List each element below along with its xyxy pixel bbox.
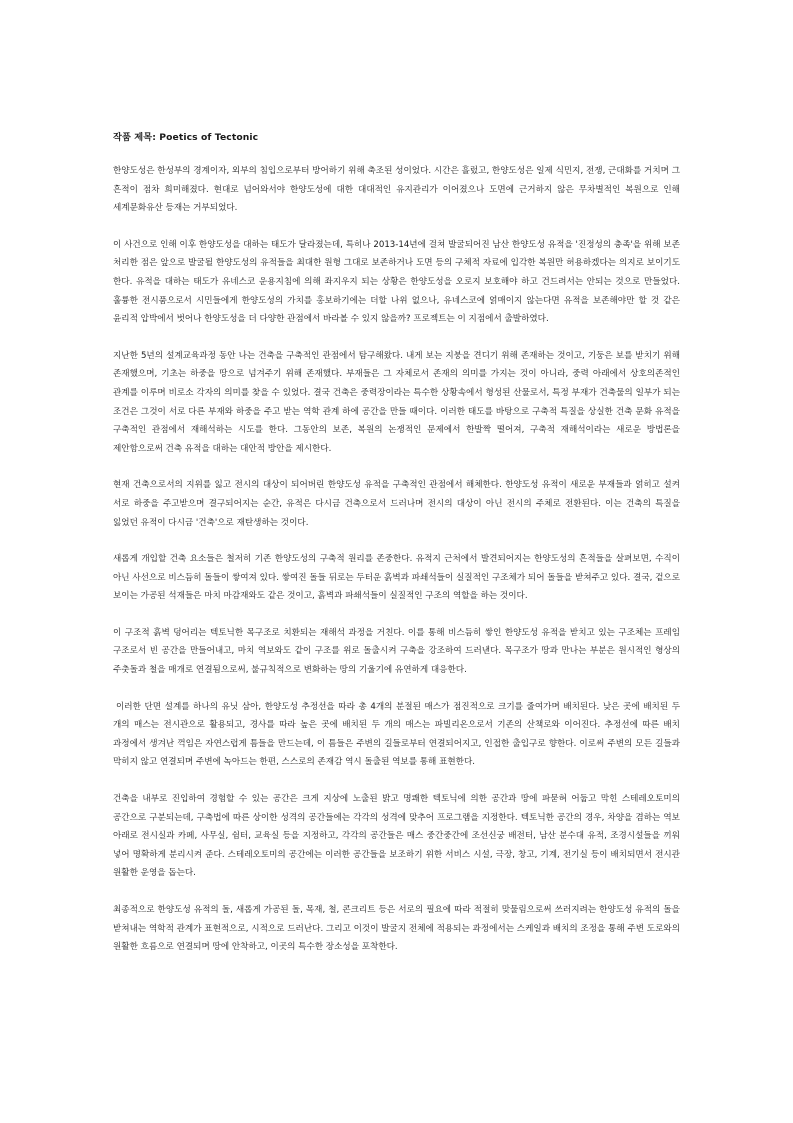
paragraph-6: 이 구조적 흙벽 덩어리는 텍토닉한 목구조로 치환되는 재해석 과정을 거친다. 이를 통해 비스듬히 쌓인 한양도성 유적을 받치고 있는 구조체는 프레임 구조로서 빈 공간을 만들어내고, 마치 역보와도 같이 구조를 위로 돌출시켜 구축을 강조하여 드러낸다. 목구조가 땅과 만나는 부분은 원시적인 형상의 주춧돌과 철을 매개로 연결됨으로써, 불규칙적으로 변화하는 땅의 기울기에 유연하게 대응한다. <box>113 627 680 676</box>
paragraph-7: 이러한 단면 설계를 하나의 유닛 삼아, 한양도성 추정선을 따라 총 4개의 분절된 매스가 점진적으로 크기를 줄여가며 배치된다. 낮은 곳에 배치된 두 개의 매스는 전시관으로 활용되고, 경사를 따라 높은 곳에 배치된 두 개의 매스는 파빌리온으로서 기존의 산책로와 이어진다. 추정선에 따른 배치 과정에서 생겨난 꺽임은 자연스럽게 틈들을 만드는데, 이 틈들은 주변의 길들로부터 연결되어지고, 인접한 출입구로 향한다. 이로써 주변의 모든 길들과 막히지 않고 연결되며 주변에 녹아드는 한편, 스스로의 존재감 역시 돌출된 역보를 통해 표현한다. <box>113 701 680 768</box>
paragraph-2: 이 사건으로 인해 이후 한양도성을 대하는 태도가 달라졌는데, 특히나 2013-14년에 걸쳐 발굴되어진 남산 한양도성 유적을 '진정성의 충족'을 위해 보존 처리한 점은 앞으로 발굴될 한양도성의 유적들을 최대한 원형 그대로 보존하거나 도면 등의 구체적 자료에 입각한 복원만 허용하겠다는 의지로 보이기도 한다. 유적을 대하는 태도가 유네스코 운용지침에 의해 좌지우지 되는 상황은 한양도성을 오로지 보호해야 하고 건드려서는 안되는 것으로 만들었다. 훌륭한 전시품으로서 시민들에게 한양도성의 가치를 홍보하기에는 더할 나위 없으나, 유네스코에 얽매이지 않는다면 유적을 보존해야만 할 것 같은 윤리적 압박에서 벗어나 한양도성을 더 다양한 관점에서 바라볼 수 있지 않을까? 프로젝트는 이 지점에서 출발하였다. <box>113 239 680 325</box>
paragraph-4: 현재 건축으로서의 지위를 잃고 전시의 대상이 되어버린 한양도성 유적을 구축적인 관점에서 해체한다. 한양도성 유적이 새로운 부재들과 얽히고 설켜 서로 하중을 주고받으며 결구되어지는 순간, 유적은 다시금 건축으로서 드러나며 전시의 대상이 아닌 전시의 주체로 전환된다. 이는 건축의 특질을 잃었던 유적이 다시금 '건축'으로 재탄생하는 것이다. <box>113 480 680 528</box>
document-page <box>113 131 680 975</box>
paragraph-8: 건축을 내부로 진입하여 경험할 수 있는 공간은 크게 지상에 노출된 밝고 명쾌한 텍토닉에 의한 공간과 땅에 파묻혀 어둡고 막힌 스테레오토미의 공간으로 구분되는데, 구축법에 따른 상이한 성격의 공간들에는 각각의 성격에 맞추어 프로그램을 지정한다. 텍토닉한 공간의 경우, 차양을 겸하는 역보 아래로 전시실과 카페, 사무실, 쉼터, 교육실 등을 지정하고, 각각의 공간들은 매스 중간중간에 조선신궁 배전터, 남산 분수대 유적, 조경시설들을 끼워 넣어 명확하게 분리시켜 준다. 스테레오토미의 공간에는 이러한 공간들을 보조하기 위한 서비스 시설, 극장, 창고, 기계, 전기실 등이 배치되면서 전시관 원활한 운영을 돕는다. <box>113 794 680 879</box>
document-title: 작품 제목: Poetics of Tectonic <box>113 132 259 143</box>
paragraph-3: 지난한 5년의 설계교육과정 동안 나는 건축을 구축적인 관점에서 탐구해왔다. 내게 보는 지붕을 견디기 위해 존재하는 것이고, 기둥은 보를 받치기 위해 존재했으며, 기초는 하중을 땅으로 넘겨주기 위해 존재했다. 부재들은 그 자체로서 존재의 의미를 가지는 것이 아니라, 중력 아래에서 상호의존적인 관계를 이루며 비로소 각자의 의미를 찾을 수 있었다. 결국 건축은 중력장이라는 특수한 상황속에서 형성된 산물로서, 특정 부재가 건축물의 일부가 되는 조건은 그것이 서로 다른 부재와 하중을 주고 받는 역학 관계 하에 공간을 만들 때이다. 이러한 태도를 바탕으로 구축적 특질을 상실한 건축 문화 유적을 구축적인 관점에서 재해석하는 시도를 한다. 그동안의 보존, 복원의 논쟁적인 문제에서 한발짝 떨어져, 구축적 재해석이라는 새로운 방법론을 제안함으로써 건축 유적을 대하는 대안적 방안을 제시한다. <box>113 350 680 454</box>
paragraph-9: 최종적으로 한양도성 유적의 돌, 새롭게 가공된 돌, 목재, 철, 콘크리트 등은 서로의 필요에 따라 적절히 맞물림으로써 쓰러지려는 한양도성 유적의 돌을 받쳐내는 역학적 관계가 표현적으로, 시적으로 드러난다. 그리고 이것이 발굴지 전체에 적용되는 과정에서는 스케일과 배치의 조정을 통해 주변 도로와의 원활한 흐름으로 연결되며 땅에 안착하고, 이곳의 특수한 장소성을 포착한다. <box>113 905 680 953</box>
paragraph-5: 새롭게 개입할 건축 요소들은 철저히 기존 한양도성의 구축적 원리를 존중한다. 유적지 근처에서 발견되어지는 한양도성의 흔적들을 살펴보면, 수직이 아닌 사선으로 비스듬히 돌들이 쌓여져 있다. 쌓여진 돌들 뒤로는 두터운 흙벽과 파쇄석들이 실질적인 구조체가 되어 돌들을 받쳐주고 있다. 결국, 겉으로 보이는 가공된 석재들은 마치 마감재와도 같은 것이고, 흙벽과 파쇄석들이 실질적인 구조의 역할을 하는 것이다. <box>113 554 680 602</box>
paragraph-1: 한양도성은 한성부의 경계이자, 외부의 침입으로부터 방어하기 위해 축조된 성이었다. 시간은 흘렀고, 한양도성은 일제 식민지, 전쟁, 근대화를 거치며 그 흔적이 점차 희미해졌다. 현대로 넘어와서야 한양도성에 대한 대대적인 유지관리가 이어졌으나 도면에 근거하지 않은 무차별적인 복원으로 인해 세계문화유산 등재는 거부되었다. <box>113 166 680 214</box>
